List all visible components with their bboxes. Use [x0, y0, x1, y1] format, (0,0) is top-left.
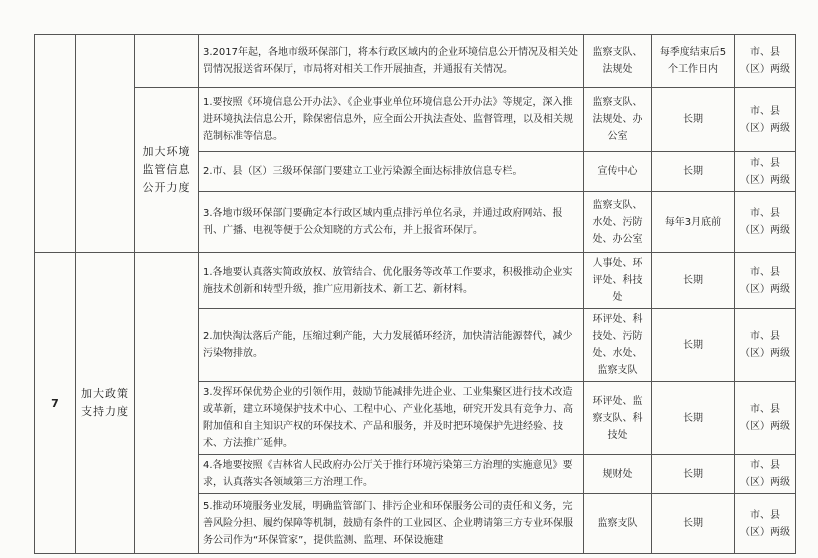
task-cell: 1.要按照《环境信息公开办法》、《企业事业单位环境信息公开办法》等规定，深入推进环境执法信息公开，除保密信息外，应全面公开执法查处、监督管理，以及相关规范制标准等信息。 [199, 88, 584, 152]
task-table [34, 34, 796, 554]
dept-cell: 环评处、监察支队、科技处 [584, 382, 652, 455]
category-cell: 加大政策支持力度 [76, 253, 135, 554]
level-cell: 市、县（区）两级 [735, 192, 796, 253]
task-cell: 2.加快淘汰落后产能，压缩过剩产能，大力发展循环经济，加快清洁能源替代，减少污染物排放。 [199, 309, 584, 382]
level-cell: 市、县（区）两级 [735, 88, 796, 152]
dept-cell: 监察支队、法规处 [584, 35, 652, 88]
deadline-cell: 长期 [652, 253, 735, 309]
level-cell: 市、县（区）两级 [735, 35, 796, 88]
level-cell: 市、县（区）两级 [735, 309, 796, 382]
level-cell: 市、县（区）两级 [735, 494, 796, 554]
deadline-cell: 长期 [652, 88, 735, 152]
level-cell: 市、县（区）两级 [735, 253, 796, 309]
task-cell: 1.各地要认真落实简政放权、放管结合、优化服务等改革工作要求，积极推动企业实施技术创新和转型升级，推广应用新技术、新工艺、新材料。 [199, 253, 584, 309]
deadline-cell: 长期 [652, 494, 735, 554]
table-row [35, 253, 796, 309]
number-cell: 7 [35, 253, 76, 554]
dept-cell: 人事处、环评处、科技处 [584, 253, 652, 309]
dept-cell: 监察支队、法规处、办公室 [584, 88, 652, 152]
deadline-cell: 每季度结束后5个工作日内 [652, 35, 735, 88]
deadline-cell: 长期 [652, 152, 735, 192]
deadline-cell: 每年3月底前 [652, 192, 735, 253]
level-cell: 市、县（区）两级 [735, 152, 796, 192]
deadline-cell: 长期 [652, 382, 735, 455]
task-cell: 2.市、县（区）三级环保部门要建立工业污染源全面达标排放信息专栏。 [199, 152, 584, 192]
dept-cell: 监察支队 [584, 494, 652, 554]
dept-cell: 环评处、科技处、污防处、水处、监察支队 [584, 309, 652, 382]
subcategory-cell [135, 253, 199, 554]
level-cell: 市、县（区）两级 [735, 382, 796, 455]
table-row [35, 88, 796, 152]
table-row [35, 35, 796, 88]
task-cell: 4.各地要按照《吉林省人民政府办公厅关于推行环境污染第三方治理的实施意见》要求，认真落实各领域第三方治理工作。 [199, 455, 584, 494]
subcategory-cell [135, 35, 199, 88]
dept-cell: 规财处 [584, 455, 652, 494]
deadline-cell: 长期 [652, 455, 735, 494]
task-cell: 5.推动环境服务业发展，明确监管部门、排污企业和环保服务公司的责任和义务，完善风险分担、履约保障等机制，鼓励有条件的工业园区、企业聘请第三方专业环保服务公司作为“环保管家”，提供监测、监理、环保设施建 [199, 494, 584, 554]
measure-cell [76, 35, 135, 253]
dept-cell: 监察支队、水处、污防处、办公室 [584, 192, 652, 253]
dept-cell: 宣传中心 [584, 152, 652, 192]
deadline-cell: 长期 [652, 309, 735, 382]
task-cell: 3.2017年起，各地市级环保部门，将本行政区域内的企业环境信息公开情况及相关处罚情况报送省环保厅，市局将对相关工作开展抽查，并通报有关情况。 [199, 35, 584, 88]
task-cell: 3.各地市级环保部门要确定本行政区域内重点排污单位名录，并通过政府网站、报刊、广播、电视等便于公众知晓的方式公布，并上报省环保厅。 [199, 192, 584, 253]
category-cell: 加大环境监管信息公开力度 [135, 88, 199, 253]
level-cell: 市、县（区）两级 [735, 455, 796, 494]
task-cell: 3.发挥环保优势企业的引领作用，鼓励节能减排先进企业、工业集聚区进行技术改造或革新，建立环境保护技术中心、工程中心、产业化基地，研究开发具有竞争力、高附加值和自主知识产权的环保技术、产品和服务，并及时把环境保护先进经验、技术、方法推广延伸。 [199, 382, 584, 455]
number-cell [35, 35, 76, 253]
